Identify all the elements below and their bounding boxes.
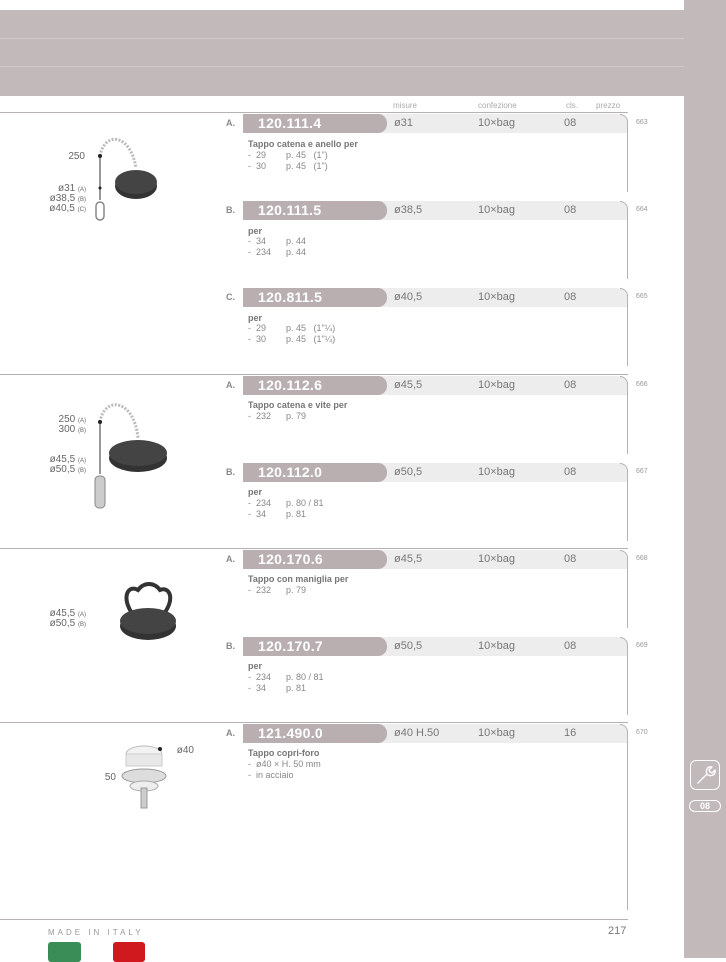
description-title: per: [248, 661, 263, 671]
group-separator: [0, 722, 628, 723]
row-letter: A.: [226, 118, 235, 128]
diameter-label-a: ø45,5 (A): [49, 608, 86, 619]
description-line: - 34 p. 44: [248, 236, 307, 246]
description-title: Tappo copri-foro: [248, 748, 320, 758]
ref-number: 666: [636, 381, 648, 388]
description-line: - 34 p. 81: [248, 683, 307, 693]
row-bracket: [620, 288, 628, 366]
cls-value: 08: [564, 466, 577, 478]
cls-value: 08: [564, 553, 577, 565]
confezione-value: 10×bag: [478, 204, 516, 216]
description-title: per: [248, 226, 263, 236]
misure-value: ø50,5: [394, 640, 423, 652]
row-bracket: [620, 114, 628, 192]
flag-red: [113, 942, 145, 962]
confezione-value: 10×bag: [478, 291, 516, 303]
cls-value: 08: [564, 117, 577, 129]
group-separator: [0, 112, 628, 113]
description-title: Tappo con maniglia per: [248, 574, 349, 584]
description-title: per: [248, 313, 263, 323]
product-code: 121.490.0: [243, 724, 387, 743]
product-row: [0, 637, 726, 722]
description-line: - 30 p. 45 (1"): [248, 161, 328, 171]
product-code: 120.111.4: [243, 114, 387, 133]
confezione-value: 10×bag: [478, 117, 516, 129]
chain-screw-plug-illustration: [90, 402, 170, 514]
product-row: [0, 550, 726, 638]
description-title: Tappo catena e vite per: [248, 400, 348, 410]
description-line: - in acciaio: [248, 770, 294, 780]
length-label-a: 250 (A): [58, 414, 86, 425]
description-line: - 30 p. 45 (1"¼): [248, 334, 336, 344]
group-separator: [0, 374, 628, 375]
misure-value: ø38,5: [394, 204, 423, 216]
col-prezzo: prezzo: [596, 101, 621, 110]
length-label-b: 300 (B): [58, 424, 86, 435]
flag-green: [48, 942, 81, 962]
row-letter: B.: [226, 205, 235, 215]
misure-value: ø31: [394, 117, 413, 129]
section-badge: 08: [689, 800, 721, 812]
diameter-label-b: ø38,5 (B): [49, 193, 86, 204]
misure-value: ø45,5: [394, 553, 423, 565]
confezione-value: 10×bag: [478, 466, 516, 478]
col-misure: misure: [393, 101, 418, 110]
col-confezione: confezione: [478, 101, 517, 110]
made-in-italy: MADE IN ITALY: [48, 928, 144, 937]
cls-value: 08: [564, 204, 577, 216]
row-letter: B.: [226, 467, 235, 477]
col-cls: cls.: [566, 101, 578, 110]
row-bracket: [620, 201, 628, 279]
confezione-value: 10×bag: [478, 379, 516, 391]
row-letter: B.: [226, 641, 235, 651]
row-bracket: [620, 463, 628, 541]
product-code: 120.811.5: [243, 288, 387, 307]
product-row: [0, 288, 726, 374]
row-letter: A.: [226, 380, 235, 390]
ref-number: 669: [636, 642, 648, 649]
row-bracket: [620, 724, 628, 910]
description-line: - 234 p. 44: [248, 247, 307, 257]
description-line: - 234 p. 80 / 81: [248, 498, 324, 508]
length-label: 250: [68, 151, 85, 162]
description-line: - 29 p. 45 (1"): [248, 150, 328, 160]
product-code: 120.112.0: [243, 463, 387, 482]
cls-value: 16: [564, 727, 577, 739]
confezione-value: 10×bag: [478, 727, 516, 739]
footer-line: [0, 919, 628, 920]
handle-plug-illustration: [110, 578, 190, 644]
cls-value: 08: [564, 640, 577, 652]
cls-value: 08: [564, 291, 577, 303]
row-bracket: [620, 550, 628, 628]
product-code: 120.111.5: [243, 201, 387, 220]
height-label: 50: [104, 772, 116, 783]
description-line: - ø40 × H. 50 mm: [248, 759, 321, 769]
product-code: 120.170.6: [243, 550, 387, 569]
misure-value: ø40,5: [394, 291, 423, 303]
ref-number: 667: [636, 468, 648, 475]
diameter-label-a: ø45,5 (A): [49, 454, 86, 465]
description-line: - 232 p. 79: [248, 411, 307, 421]
group-separator: [0, 548, 628, 549]
description-title: Tappo catena e anello per: [248, 139, 358, 149]
page-number: 217: [608, 925, 627, 937]
ref-number: 670: [636, 729, 648, 736]
diameter-label-b: ø50,5 (B): [49, 464, 86, 475]
product-code: 120.170.7: [243, 637, 387, 656]
description-line: - 232 p. 79: [248, 585, 307, 595]
description-line: - 234 p. 80 / 81: [248, 672, 324, 682]
product-code: 120.112.6: [243, 376, 387, 395]
diameter-label-a: ø31 (A): [57, 183, 86, 194]
ref-number: 663: [636, 119, 648, 126]
ref-number: 668: [636, 555, 648, 562]
row-bracket: [620, 376, 628, 454]
misure-value: ø40 H.50: [394, 727, 440, 739]
row-letter: A.: [226, 554, 235, 564]
diameter-label-b: ø50,5 (B): [49, 618, 86, 629]
misure-value: ø45,5: [394, 379, 423, 391]
cls-value: 08: [564, 379, 577, 391]
description-line: - 29 p. 45 (1"¼): [248, 323, 336, 333]
confezione-value: 10×bag: [478, 553, 516, 565]
misure-value: ø50,5: [394, 466, 423, 478]
diameter-label: ø40: [176, 745, 194, 756]
row-letter: A.: [226, 728, 235, 738]
description-line: - 34 p. 81: [248, 509, 307, 519]
row-letter: C.: [226, 292, 235, 302]
ref-number: 665: [636, 293, 648, 300]
confezione-value: 10×bag: [478, 640, 516, 652]
diameter-label-c: ø40,5 (C): [49, 203, 86, 214]
chain-plug-illustration: [90, 132, 160, 224]
description-title: per: [248, 487, 263, 497]
ref-number: 664: [636, 206, 648, 213]
row-bracket: [620, 637, 628, 715]
header-band: [0, 10, 684, 96]
